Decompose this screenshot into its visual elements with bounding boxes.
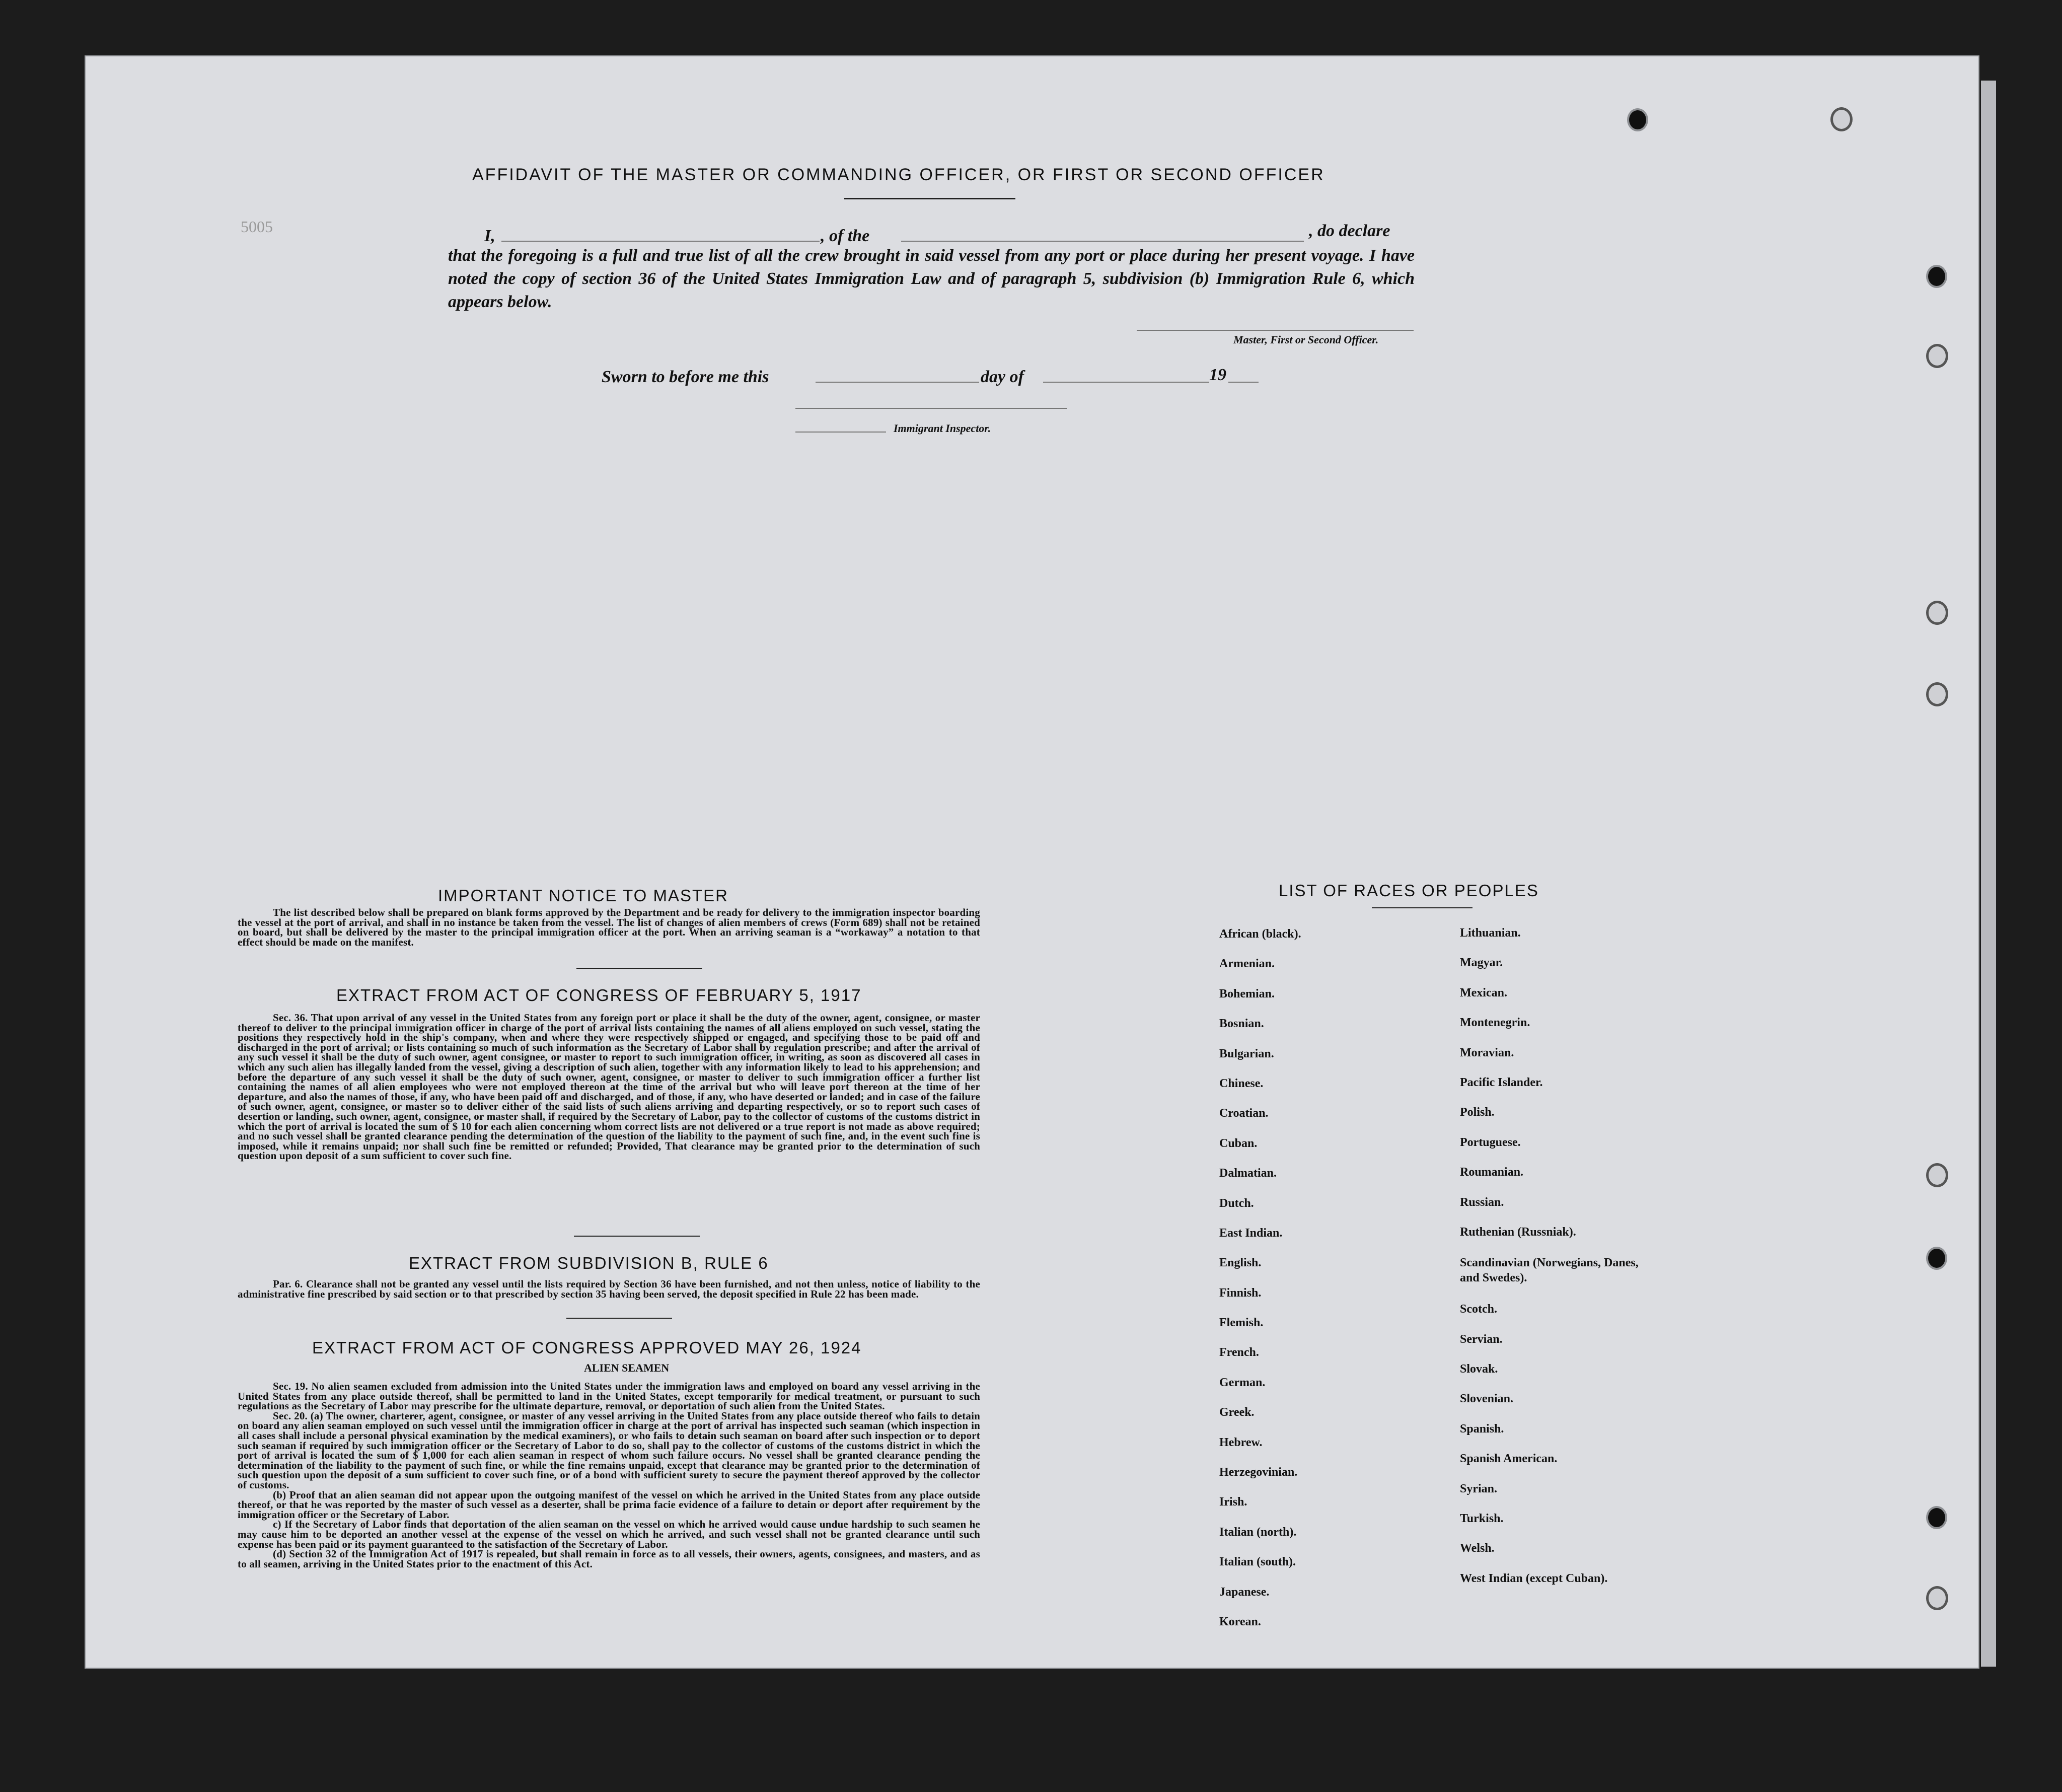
race-item: Japanese. — [1219, 1585, 1270, 1599]
race-item: German. — [1219, 1376, 1266, 1389]
race-item: Greek. — [1219, 1406, 1255, 1419]
race-item: Ruthenian (Russniak). — [1460, 1225, 1576, 1239]
races-right-column — [1460, 926, 1641, 1602]
race-item: Scandinavian (Norwegians, Danes, and Swedes). — [1460, 1256, 1639, 1285]
race-item: Scotch. — [1460, 1303, 1497, 1316]
race-item: Spanish American. — [1460, 1452, 1558, 1466]
binder-hole — [1926, 1163, 1948, 1187]
affidavit-i: I, — [484, 227, 495, 245]
race-item: Dutch. — [1219, 1196, 1254, 1210]
section-divider — [574, 1236, 700, 1237]
race-item: Moravian. — [1460, 1046, 1514, 1059]
sworn-day-blank — [816, 382, 979, 383]
notice-title: IMPORTANT NOTICE TO MASTER — [438, 886, 729, 905]
race-item: Irish. — [1219, 1495, 1247, 1509]
binder-hole — [1926, 344, 1948, 368]
race-item: Chinese. — [1219, 1077, 1264, 1090]
race-item: Pacific Islander. — [1460, 1076, 1543, 1089]
race-item: Dalmatian. — [1219, 1167, 1277, 1180]
races-left-column — [1219, 927, 1301, 1645]
inspector-caption: Immigrant Inspector. — [894, 422, 991, 435]
race-item: Montenegrin. — [1460, 1016, 1530, 1030]
race-item: Bosnian. — [1219, 1017, 1264, 1031]
extract-1924-b: (b) Proof that an alien seaman did not appear upon the outgoing manifest of the vessel on which he arrived in the United States from any place outside thereof, or that he was reported by the master of such vessel as a deserter, shall be prima facie evidence of a failure to detain or deport after requirement by the immigration officer or the Secretary of Labor. — [238, 1488, 980, 1521]
race-item: Mexican. — [1460, 986, 1507, 999]
affidavit-body: that the foregoing is a full and true list of all the crew brought in said vessel from any port or place during her present voyage. I have noted the copy of section 36 of the United States Immigration Law and of paragraph 5, subdivision (b) Immigration Rule 6, which appears below. — [448, 246, 1415, 311]
name-blank — [501, 241, 820, 242]
race-item: Polish. — [1460, 1106, 1495, 1119]
binder-hole — [1926, 265, 1947, 288]
races-title: LIST OF RACES OR PEOPLES — [1279, 881, 1539, 900]
sworn-day-label: day of — [981, 368, 1024, 386]
race-item: Croatian. — [1219, 1107, 1269, 1120]
race-item: Servian. — [1460, 1332, 1503, 1346]
binder-hole — [1926, 1247, 1947, 1270]
race-item: Slovak. — [1460, 1363, 1498, 1376]
extract-1924-c: c) If the Secretary of Labor finds that deportation of the alien seaman on the vessel on which he arrived would cause undue hardship to such seamen he may cause him to be deported an another vessel at the expense of the vessel on which he arrived, and such vessel shall not be granted clearance until such expense has been paid or its payment guaranteed to the satisfaction of the Secretary of Labor. — [238, 1518, 980, 1550]
binder-hole — [1926, 1586, 1948, 1610]
binder-hole — [1627, 108, 1648, 131]
race-item: Syrian. — [1460, 1482, 1498, 1495]
sworn-prefix: Sworn to before me this — [602, 368, 769, 386]
extract-rule6-title: EXTRACT FROM SUBDIVISION B, RULE 6 — [409, 1254, 769, 1272]
race-item: Italian (north). — [1219, 1525, 1297, 1539]
binder-hole — [1830, 107, 1853, 131]
page-edge — [1981, 81, 1996, 1667]
race-item: Cuban. — [1219, 1136, 1258, 1150]
affidavit-do-declare: , do declare — [1309, 222, 1390, 240]
race-item: Portuguese. — [1460, 1135, 1521, 1149]
race-item: Italian (south). — [1219, 1555, 1296, 1569]
race-item: Lithuanian. — [1460, 926, 1521, 940]
inspector-blank — [795, 408, 1067, 409]
notice-text: The list described below shall be prepared on blank forms approved by the Department and be ready for delivery to the immigration inspector boarding the vessel at the port of arrival, and shall in no instance be taken from the vessel. The list of changes of alien members of crews (Form 689) shall not be retained on board, but shall be delivered by the master to the principal immigration officer at the port. When an arriving seaman is a “workaway” a notation to that effect should be made on the manifest. — [238, 906, 980, 948]
extract-1924-text — [238, 1382, 980, 1569]
sworn-year-label: 19 — [1209, 366, 1226, 384]
race-item: Slovenian. — [1460, 1392, 1514, 1406]
race-item: Russian. — [1460, 1195, 1504, 1209]
race-item: Herzegovinian. — [1219, 1466, 1298, 1479]
race-item: Spanish. — [1460, 1422, 1504, 1436]
extract-1924-sec20: Sec. 20. (a) The owner, charterer, agent, consignee, or master of any vessel arriving in the United States from any place outside thereof who fails to detain on board any alien seaman employed on such vessel until the immigration officer in charge at the port of arrival has inspected such seaman (which inspection in all cases shall include a personal physical examination by the medical examiners), or who fails to detain such seaman on board after such inspection or to deport such seaman if required by such immigration officer or the Secretary of Labor to do so, shall pay to the collector of customs of the customs district in which the port of arrival is located the sum of $ 1,000 for each alien seaman in respect of whom such failure occurs. No vessel shall be granted clearance pending the determination of the liability to the payment of such fine, or while the fine remains unpaid, except that clearance may be granted prior to the determination of such question upon the deposit of a sum sufficient to cover such fine, or of a bond with sufficient surety to secure the payment thereof approved by the collector of customs. — [238, 1409, 980, 1491]
extract-1924-sec19: Sec. 19. No alien seamen excluded from admission into the United States under the immigration laws and employed on board any vessel arriving in the United States from any place outside thereof, shall be permitted to land in the United States, except temporarily for medical treatment, or pursuant to such regulations as the Secretary of Labor may prescribe for the ultimate departure, removal, or deportation of such alien from the United States. — [238, 1380, 980, 1412]
race-item: Welsh. — [1460, 1542, 1495, 1555]
margin-mark: 5005 — [241, 218, 273, 236]
title-underline — [844, 198, 1015, 199]
race-item: Roumanian. — [1460, 1166, 1524, 1179]
binder-hole — [1926, 682, 1948, 706]
race-item: Finnish. — [1219, 1286, 1262, 1300]
race-item: Hebrew. — [1219, 1436, 1263, 1449]
sworn-year-blank — [1228, 382, 1259, 383]
signature-caption: Master, First or Second Officer. — [1233, 333, 1379, 346]
race-item: French. — [1219, 1346, 1259, 1359]
race-item: African (black). — [1219, 927, 1301, 941]
binder-hole — [1926, 1506, 1947, 1529]
race-item: West Indian (except Cuban). — [1460, 1571, 1608, 1585]
race-item: Turkish. — [1460, 1512, 1504, 1526]
race-item: Armenian. — [1219, 957, 1275, 971]
section-divider — [566, 1318, 672, 1319]
races-underline — [1372, 907, 1472, 908]
race-item: English. — [1219, 1256, 1262, 1270]
extract-1924-d: (d) Section 32 of the Immigration Act of 1917 is repealed, but shall remain in force as to all vessels, their owners, agents, consignees, and masters, and as to all seamen, arriving in the United States prior to the enactment of this Act. — [238, 1548, 980, 1570]
race-item: Bohemian. — [1219, 987, 1275, 1000]
signature-blank — [1137, 330, 1414, 331]
extract-1917-text: Sec. 36. That upon arrival of any vessel in the United States from any foreign port or place it shall be the duty of the owner, agent, consignee, or master thereof to deliver to the principal immigration officer in charge of the port of arrival lists containing the names of all aliens employed on such vessel, stating the positions they respectively hold in the ship's company, when and where they were respectively shipped or engaged, and specifying those to be paid off and discharged in the port of arrival; or lists containing so much of such information as the Secretary of Labor shall by regulation prescribe; and after the arrival of any such vessel it shall be the duty of such owner, agent consignee, or master to report to such immigration officer, in writing, as soon as discovered all cases in which any such alien has illegally landed from the vessel, giving a description of such alien, together with any information likely to lead to his apprehension; and before the departure of any such vessel it shall be the duty of such owner, agent, consignee, or master to deliver to such immigration officer a further list containing the names of all alien employees who were not employed thereon at the time of the arrival but who will leave port thereon at the time of her departure, and also the names of those, if any, who have been paid off and discharged, and of those, if any, who have deserted or landed; and in case of the failure of such owner, agent, consignee, or master so to deliver either of the said lists of such aliens arriving and departing respectively, or so to report such cases of desertion or landing, such owner, agent, consignee, or master shall, if required by the Secretary of Labor, pay to the collector of customs of the customs district in which the port of arrival is located the sum of $ 10 for each alien concerning whom correct lists are not delivered or a true report is not made as above required; and no such vessel shall be granted clearance pending the determination of the question of the liability to the payment of such fine, and, in the event such fine is imposed, while it remains unpaid; nor shall such fine be remitted or refunded; Provided, That clearance may be granted prior to the determination of such question upon deposit of a sum sufficient to cover such fine. — [238, 1012, 980, 1162]
extract-1924-title: EXTRACT FROM ACT OF CONGRESS APPROVED MAY 26, 1924 — [312, 1338, 862, 1357]
race-item: Korean. — [1219, 1615, 1261, 1628]
race-item: Bulgarian. — [1219, 1047, 1274, 1060]
extract-rule6-text: Par. 6. Clearance shall not be granted any vessel until the lists required by Section 36 have been furnished, and not then unless, notice of liability to the administrative fine prescribed by said section or to that prescribed by section 35 having been served, the deposit specified in Rule 22 has been made. — [238, 1278, 980, 1300]
section-divider — [576, 968, 702, 969]
vessel-blank — [901, 241, 1304, 242]
race-item: Flemish. — [1219, 1316, 1264, 1330]
affidavit-of-the: , of the — [821, 227, 870, 245]
affidavit-title: AFFIDAVIT OF THE MASTER OR COMMANDING OFFICER, OR FIRST OR SECOND OFFICER — [472, 165, 1325, 184]
binder-hole — [1926, 601, 1948, 625]
race-item: Magyar. — [1460, 956, 1503, 970]
extract-1917-title: EXTRACT FROM ACT OF CONGRESS OF FEBRUARY 5, 1917 — [336, 986, 862, 1005]
race-item: East Indian. — [1219, 1226, 1283, 1240]
sworn-month-blank — [1043, 382, 1209, 383]
extract-1924-subtitle: ALIEN SEAMEN — [584, 1361, 670, 1374]
inspector-blank-short — [795, 432, 886, 433]
